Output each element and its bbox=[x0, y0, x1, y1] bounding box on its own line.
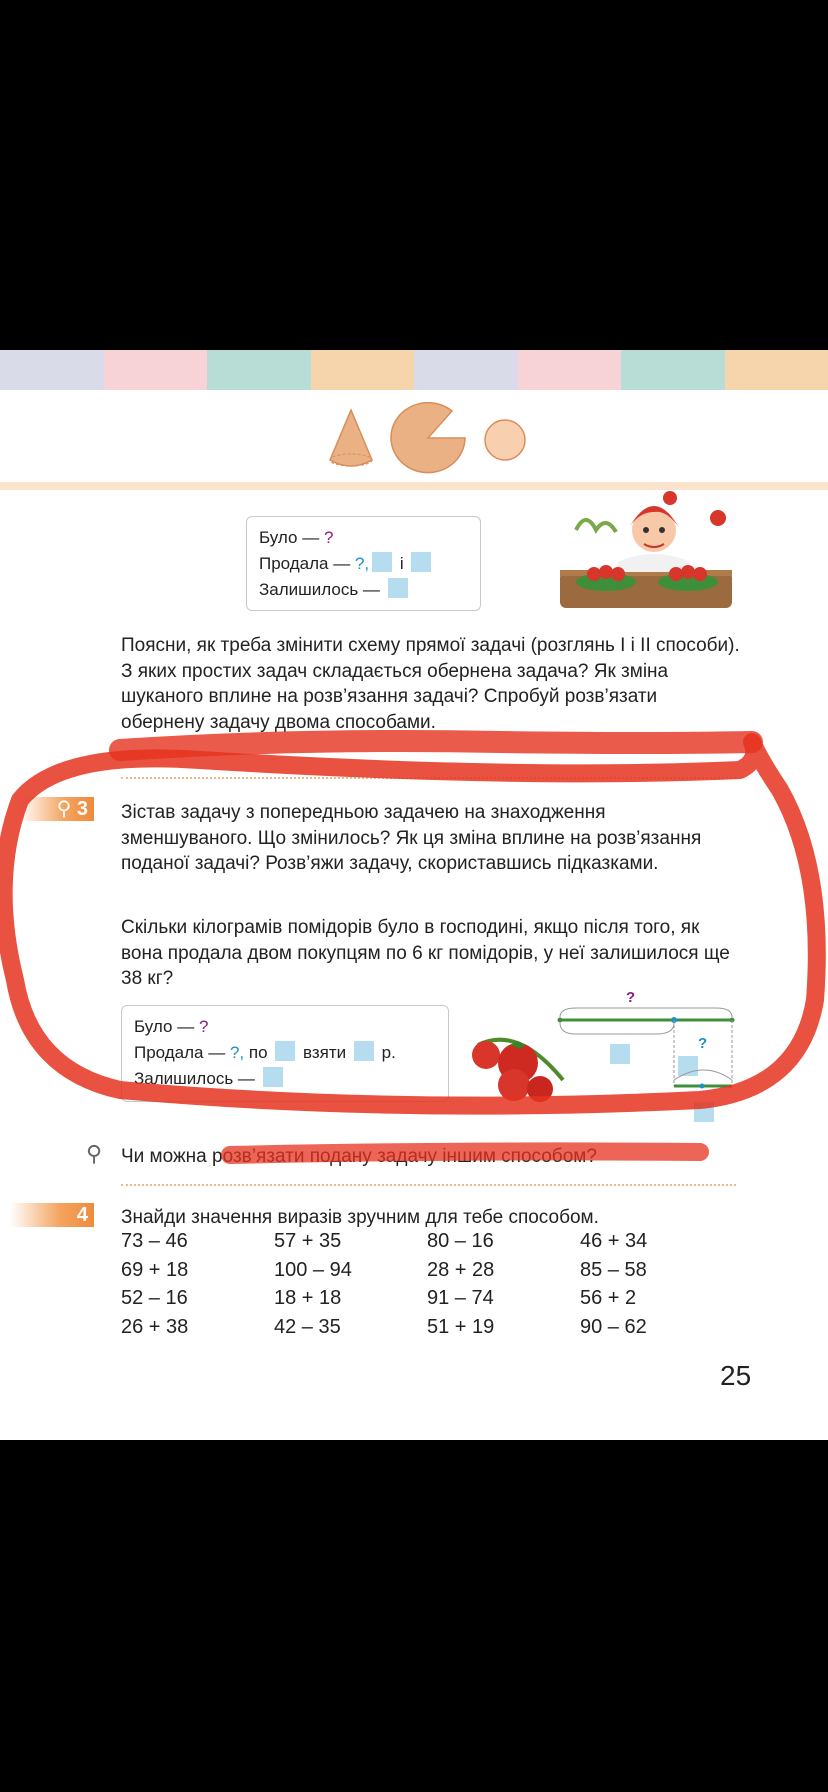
hint-po: по bbox=[248, 1043, 268, 1062]
cone-icon bbox=[328, 408, 374, 470]
table-row bbox=[121, 1284, 733, 1313]
expression: 69 + 18 bbox=[121, 1258, 189, 1281]
diagram-question-top: ? bbox=[626, 990, 636, 1006]
blank-square bbox=[372, 552, 392, 572]
segment-diagram bbox=[556, 990, 740, 1128]
blank-square bbox=[388, 578, 408, 598]
expression: 56 + 2 bbox=[580, 1287, 637, 1309]
grandmother-tomatoes-illustration bbox=[556, 490, 736, 620]
hint-box-task3 bbox=[121, 1005, 449, 1102]
stripe bbox=[414, 350, 518, 390]
table-row bbox=[121, 1227, 733, 1256]
stripe bbox=[104, 350, 208, 390]
task-number-badge bbox=[20, 797, 94, 821]
task3-intro: Зістав задачу з попередньою задачею на знаходження зменшуваного. Що змінилось? Як ця зміна вплине на розв’язання поданої задачі? Розв’яжи задачу, скориставшись підказками. bbox=[121, 802, 702, 874]
hint-line-left: Залишилось — bbox=[134, 1069, 255, 1088]
expression: 80 – 16 bbox=[427, 1230, 494, 1252]
paragraph-explain: Поясни, як треба змінити схему прямої задачі (розглянь І і ІІ способи). З яких простих задач складається обернена задача? Як зміна шуканого вплине на розв’язання задачі? Спробуй розв’язати обернену задачу двома способами. bbox=[121, 635, 740, 733]
stripe bbox=[518, 350, 622, 390]
diagram-question-right: ? bbox=[698, 1035, 708, 1052]
question-mark: ? bbox=[323, 528, 334, 547]
circle-icon bbox=[483, 418, 527, 462]
magnifier-icon: ⚲ bbox=[56, 798, 72, 820]
stripe bbox=[0, 350, 104, 390]
table-row bbox=[121, 1256, 733, 1285]
expression: 52 – 16 bbox=[121, 1287, 188, 1309]
expression: 18 + 18 bbox=[274, 1287, 342, 1309]
pie-sector-icon bbox=[390, 402, 468, 474]
expression: 28 + 28 bbox=[427, 1258, 495, 1281]
expression: 26 + 38 bbox=[121, 1315, 189, 1338]
task-number-badge bbox=[10, 1203, 94, 1227]
task-number: 4 bbox=[76, 1204, 88, 1226]
hint-line-was: Було — bbox=[134, 1017, 195, 1036]
blank-square bbox=[354, 1041, 374, 1061]
hint-take: взяти bbox=[303, 1043, 347, 1062]
expression: 90 – 62 bbox=[580, 1315, 647, 1338]
task-number: 3 bbox=[76, 798, 88, 820]
page-number: 25 bbox=[720, 1360, 752, 1391]
dotted-divider bbox=[121, 1184, 736, 1186]
textbook-page bbox=[0, 350, 828, 1440]
question-mark: ?, bbox=[354, 554, 370, 573]
question-mark: ?, bbox=[229, 1043, 245, 1062]
expressions-table bbox=[121, 1227, 733, 1341]
blank-square bbox=[275, 1041, 295, 1061]
expression: 100 – 94 bbox=[274, 1258, 352, 1281]
question-mark: ? bbox=[198, 1017, 209, 1036]
dotted-divider bbox=[121, 777, 736, 779]
task3-problem: Скільки кілограмів помідорів було в господині, якщо після того, як вона продала двом покупцям по 6 кг помідорів, у неї залишилося ще 38 кг? bbox=[121, 917, 730, 989]
stripe bbox=[311, 350, 415, 390]
expression: 51 + 19 bbox=[427, 1315, 495, 1338]
hint-line-was: Було — bbox=[259, 528, 320, 547]
header-stripes bbox=[0, 350, 828, 390]
extra-question: Чи можна розв’язати подану задачу іншим способом? bbox=[121, 1146, 597, 1167]
stripe bbox=[621, 350, 725, 390]
hint-and: і bbox=[399, 554, 404, 573]
hint-line-sold: Продала — bbox=[134, 1043, 226, 1062]
task4-instruction: Знайди значення виразів зручним для тебе способом. bbox=[121, 1207, 599, 1228]
expression: 46 + 34 bbox=[580, 1230, 648, 1252]
expression: 91 – 74 bbox=[427, 1287, 494, 1309]
blank-square bbox=[411, 552, 431, 572]
expression: 85 – 58 bbox=[580, 1258, 647, 1281]
expression: 57 + 35 bbox=[274, 1230, 342, 1252]
hint-box-previous-task bbox=[246, 516, 481, 611]
expression: 42 – 35 bbox=[274, 1315, 341, 1338]
hint-r: р. bbox=[381, 1043, 396, 1062]
table-row bbox=[121, 1313, 733, 1342]
magnifier-icon: ⚲ bbox=[86, 1141, 103, 1166]
hint-line-sold: Продала — bbox=[259, 554, 351, 573]
header-divider bbox=[0, 482, 828, 490]
hint-line-left: Залишилось — bbox=[259, 580, 380, 599]
expression: 73 – 46 bbox=[121, 1230, 188, 1252]
stripe bbox=[207, 350, 311, 390]
blank-square bbox=[263, 1067, 283, 1087]
stripe bbox=[725, 350, 828, 390]
